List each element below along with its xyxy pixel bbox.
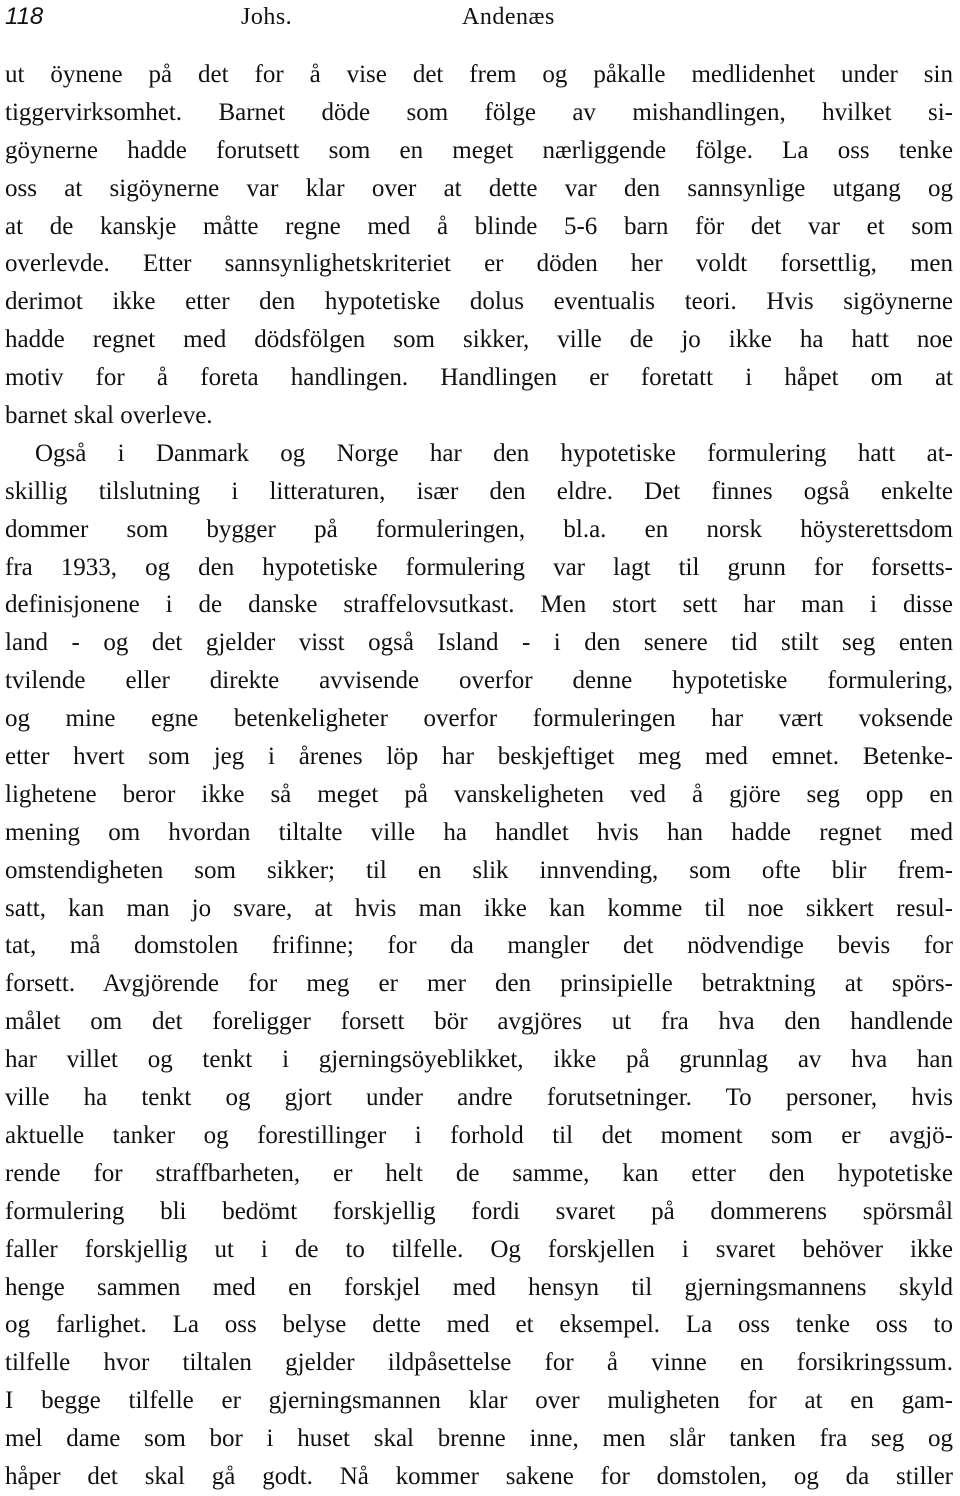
text-line: göynerne hadde forutsett som en meget nærliggende fölge. La oss tenke (5, 136, 953, 164)
text-line: fra 1933, og den hypotetiske formulering var lagt til grunn for forsetts- (5, 553, 953, 581)
page-number: 118 (5, 3, 44, 30)
text-line: og mine egne betenkeligheter overfor formuleringen har vært voksende (5, 705, 953, 733)
running-head-author-first: Johs. (241, 4, 293, 30)
text-line: etter hvert som jeg i årenes löp har beskjeftiget meg med emnet. Betenke- (5, 743, 953, 771)
text-line: ut öynene på det for å vise det frem og påkalle medlidenhet under sin (5, 61, 953, 88)
running-header (5, 2, 955, 32)
text-line: tiggervirksomhet. Barnet döde som fölge av mishandlingen, hvilket si- (5, 98, 953, 126)
text-line: formulering bli bedömt forskjellig fordi svaret på dommerens spörsmål (5, 1197, 953, 1225)
text-line: skillig tilslutning i litteraturen, især den eldre. Det finnes også enkelte (5, 477, 953, 505)
text-line: rende for straffbarheten, er helt de samme, kan etter den hypotetiske (5, 1159, 953, 1187)
text-line: Også i Danmark og Norge har den hypotetiske formulering hatt at- (35, 439, 953, 467)
text-line: at de kanskje måtte regne med å blinde 5-6 barn för det var et som (5, 212, 953, 240)
text-line: derimot ikke etter den hypotetiske dolus eventualis teori. Hvis sigöynerne (5, 288, 953, 316)
body-text (5, 56, 953, 1496)
text-line: målet om det foreligger forsett bör avgjöres ut fra hva den handlende (5, 1008, 953, 1036)
text-line: land - og det gjelder visst også Island - i den senere tid stilt seg enten (5, 629, 953, 657)
text-line: tilfelle hvor tiltalen gjelder ildpåsettelse for å vinne en forsikringssum. (5, 1349, 953, 1377)
paragraph (5, 56, 953, 435)
text-line: aktuelle tanker og forestillinger i forhold til det moment som er avgjö- (5, 1121, 953, 1149)
running-head-author-last: Andenæs (462, 4, 555, 30)
text-line: mening om hvordan tiltalte ville ha handlet hvis han hadde regnet med (5, 818, 953, 846)
text-line: lighetene beror ikke så meget på vanskeligheten ved å gjöre seg opp en (5, 780, 953, 808)
text-line: omstendigheten som sikker; til en slik innvending, som ofte blir frem- (5, 856, 953, 884)
text-line: og farlighet. La oss belyse dette med et eksempel. La oss tenke oss to (5, 1311, 953, 1339)
text-line: definisjonene i de danske straffelovsutkast. Men stort sett har man i disse (5, 591, 953, 619)
text-line: tat, må domstolen frifinne; for da mangler det nödvendige bevis for (5, 932, 953, 960)
text-line: faller forskjellig ut i de to tilfelle. Og forskjellen i svaret behöver ikke (5, 1235, 953, 1263)
text-line: forsett. Avgjörende for meg er mer den prinsipielle betraktning at spörs- (5, 970, 953, 998)
text-line: oss at sigöynerne var klar over at dette var den sannsynlige utgang og (5, 174, 953, 202)
text-line: dommer som bygger på formuleringen, bl.a. en norsk höysterettsdom (5, 515, 953, 543)
text-line: I begge tilfelle er gjerningsmannen klar over muligheten for at en gam- (5, 1387, 953, 1415)
text-line: har villet og tenkt i gjerningsöyeblikket, ikke på grunnlag av hva han (5, 1046, 953, 1074)
paragraph (5, 435, 953, 1496)
text-line: motiv for å foreta handlingen. Handlingen er foretatt i håpet om at (5, 364, 953, 392)
text-line: mel dame som bor i huset skal brenne inne, men slår tanken fra seg og (5, 1425, 953, 1453)
text-line: hadde regnet med dödsfölgen som sikker, ville de jo ikke ha hatt noe (5, 326, 953, 354)
text-line: tvilende eller direkte avvisende overfor denne hypotetiske formulering, (5, 667, 953, 695)
text-line: satt, kan man jo svare, at hvis man ikke kan komme til noe sikkert resul- (5, 894, 953, 922)
text-line: ville ha tenkt og gjort under andre forutsetninger. To personer, hvis (5, 1084, 953, 1112)
text-line: overlevde. Etter sannsynlighetskriteriet er döden her voldt forsettlig, men (5, 250, 953, 278)
text-line: henge sammen med en forskjel med hensyn til gjerningsmannens skyld (5, 1273, 953, 1301)
text-line: barnet skal overleve. (5, 402, 213, 430)
text-line: håper det skal gå godt. Nå kommer sakene for domstolen, og da stiller (5, 1462, 953, 1490)
